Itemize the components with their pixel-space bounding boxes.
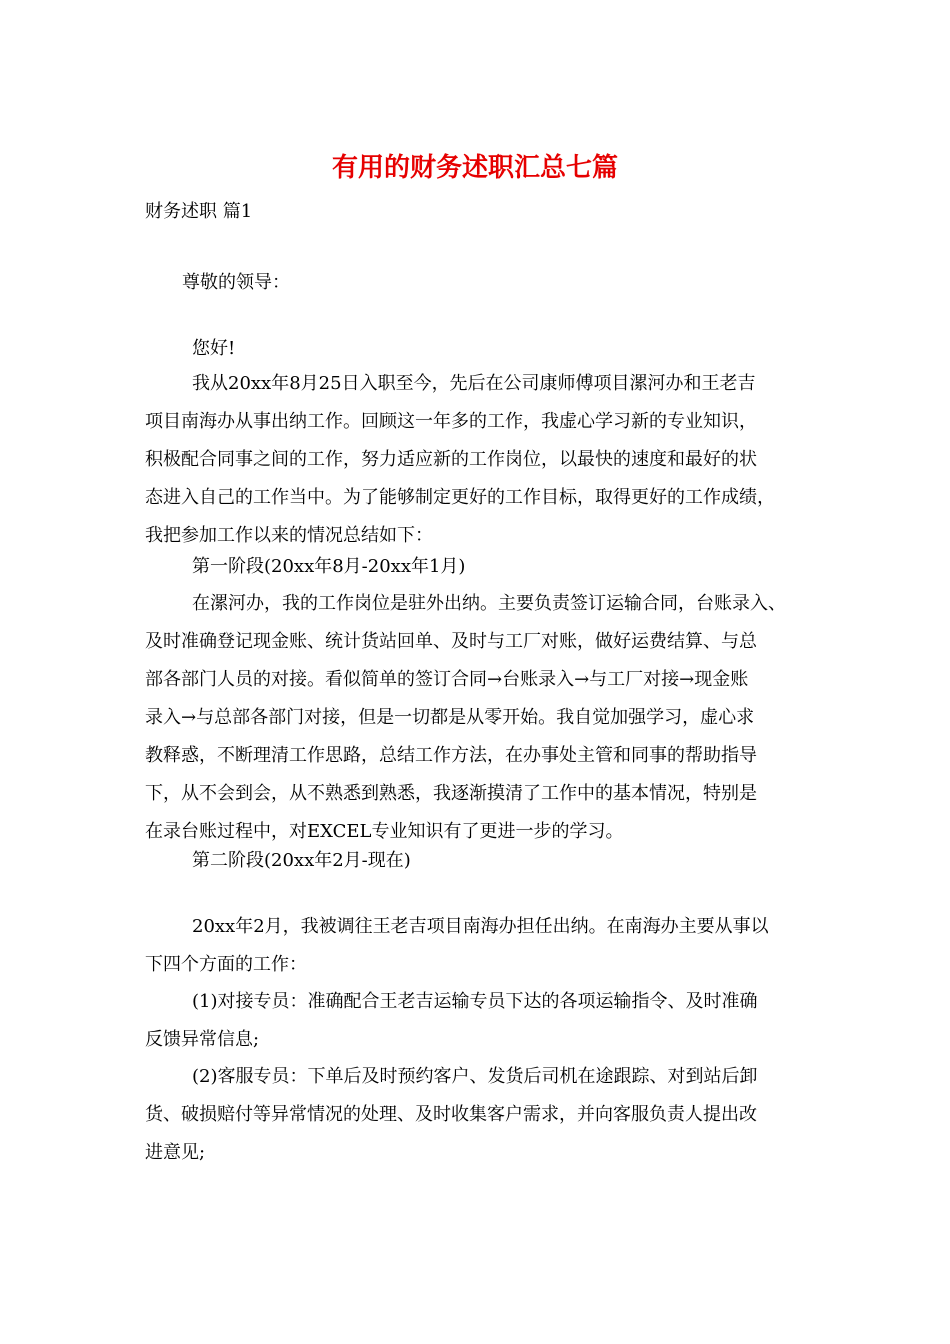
document-title: 有用的财务述职汇总七篇 <box>331 153 618 183</box>
paragraph-line: 我把参加工作以来的情况总结如下： <box>145 525 433 546</box>
stage1-heading <box>145 548 820 586</box>
intro-paragraph <box>145 365 820 555</box>
paragraph-line: 货、破损赔付等异常情况的处理、及时收集客户需求，并向客服负责人提出改 <box>145 1104 757 1125</box>
stage2-heading <box>145 842 820 880</box>
paragraph-line: 录入→与总部各部门对接，但是一切都是从零开始。我自觉加强学习，虚心求 <box>145 707 755 728</box>
paragraph-line: 及时准确登记现金账、统计货站回单、及时与工厂对账，做好运费结算、与总 <box>145 631 757 652</box>
item1-paragraph <box>145 983 820 1059</box>
stage2-paragraph <box>145 908 820 984</box>
paragraph-line: 教释惑，不断理清工作思路，总结工作方法，在办事处主管和同事的帮助指导 <box>145 745 757 766</box>
stage1-paragraph <box>145 585 820 851</box>
paragraph-line: 态进入自己的工作当中。为了能够制定更好的工作目标，取得更好的工作成绩， <box>145 487 775 508</box>
paragraph-line: 下，从不会到会，从不熟悉到熟悉，我逐渐摸清了工作中的基本情况，特别是 <box>145 783 757 804</box>
salutation-text: 尊敬的领导： <box>182 272 290 293</box>
salutation <box>145 264 820 302</box>
paragraph-line: (2)客服专员：下单后及时预约客户、发货后司机在途跟踪、对到站后卸 <box>192 1066 758 1087</box>
paragraph-line: 反馈异常信息; <box>145 1029 260 1050</box>
paragraph-line: 进意见; <box>145 1142 206 1163</box>
paragraph-line: 项目南海办从事出纳工作。回顾这一年多的工作，我虚心学习新的专业知识， <box>145 411 757 432</box>
paragraph-line: 我从20xx年8月25日入职至今，先后在公司康师傅项目漯河办和王老吉 <box>192 373 756 394</box>
stage1-heading-text: 第一阶段(20xx年8月-20xx年1月) <box>192 556 466 577</box>
paragraph-line: 在漯河办，我的工作岗位是驻外出纳。主要负责签订运输合同，台账录入、 <box>192 593 786 614</box>
paragraph-line: 20xx年2月，我被调往王老吉项目南海办担任出纳。在南海办主要从事以 <box>192 916 769 937</box>
paragraph-line: 积极配合同事之间的工作，努力适应新的工作岗位，以最快的速度和最好的状 <box>145 449 757 470</box>
paragraph-line: 下四个方面的工作： <box>145 954 307 975</box>
greeting <box>145 330 820 368</box>
item2-paragraph <box>145 1058 820 1172</box>
section-heading: 财务述职 篇1 <box>145 201 253 222</box>
greeting-text: 您好! <box>192 338 236 359</box>
paragraph-line: 部各部门人员的对接。看似简单的签订合同→台账录入→与工厂对接→现金账 <box>145 669 749 690</box>
stage2-heading-text: 第二阶段(20xx年2月-现在) <box>192 850 411 871</box>
paragraph-line: 在录台账过程中，对EXCEL专业知识有了更进一步的学习。 <box>145 821 624 842</box>
paragraph-line: (1)对接专员：准确配合王老吉运输专员下达的各项运输指令、及时准确 <box>192 991 758 1012</box>
